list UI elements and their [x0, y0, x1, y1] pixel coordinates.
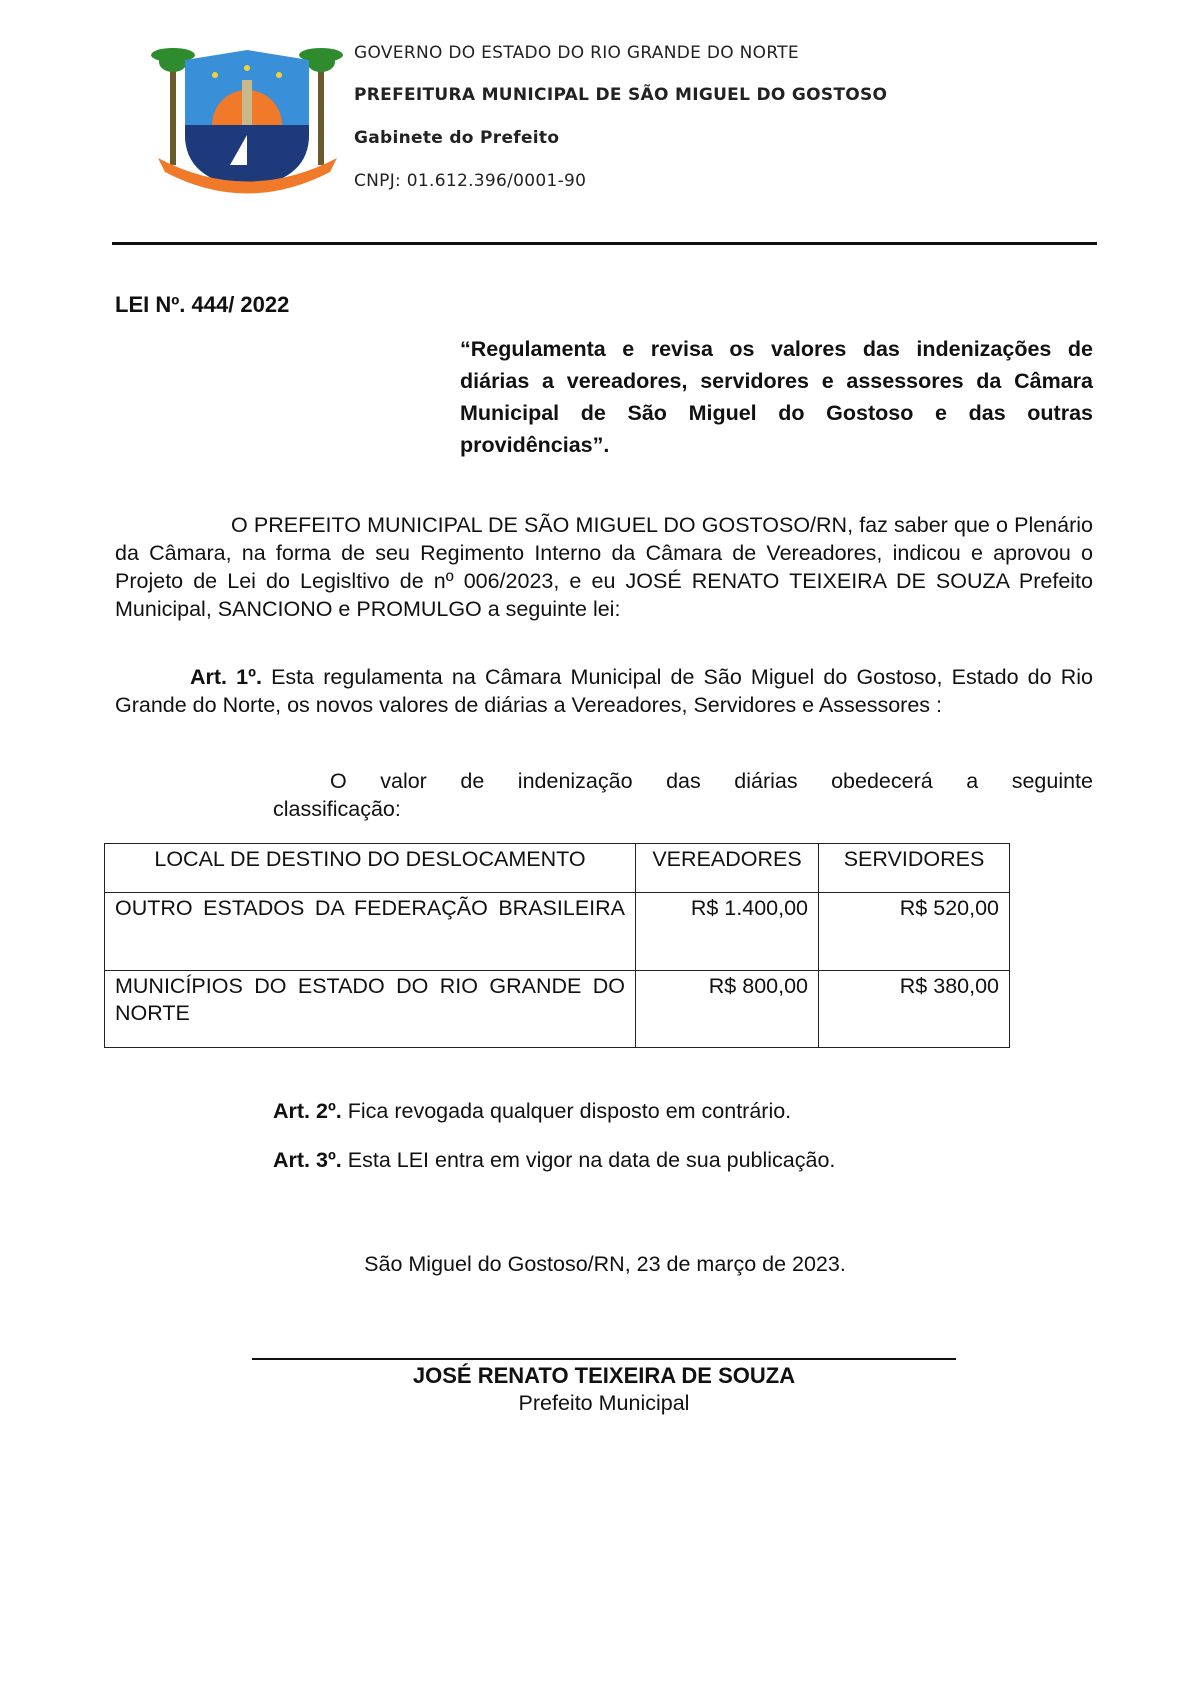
article-3 [273, 1146, 835, 1174]
article-1 [115, 663, 1093, 719]
municipal-coat-of-arms-logo [150, 40, 345, 200]
law-number: LEI Nº. 444/ 2022 [115, 292, 290, 317]
table-header: VEREADORES [636, 844, 819, 893]
table-row [105, 971, 1010, 1048]
article-3-label: Art. 3º. [273, 1148, 342, 1172]
article-3-text: Esta LEI entra em vigor na data de sua publicação. [341, 1148, 836, 1172]
signatory-role: Prefeito Municipal [518, 1391, 690, 1415]
table-cell-destination: MUNICÍPIOS DO ESTADO DO RIO GRANDE DO NORTE [105, 971, 636, 1048]
date-line: São Miguel do Gostoso/RN, 23 de março de 2023. [364, 1252, 846, 1276]
table-cell-vereadores: R$ 800,00 [636, 971, 819, 1048]
table-cell-destination: OUTRO ESTADOS DA FEDERAÇÃO BRASILEIRA [105, 893, 636, 971]
header-prefeitura: PREFEITURA MUNICIPAL DE SÃO MIGUEL DO GOSTOSO [354, 85, 888, 105]
article-2-label: Art. 2º. [273, 1099, 342, 1123]
header-divider [112, 242, 1097, 245]
table-header-row [105, 844, 1010, 893]
table-cell-servidores: R$ 380,00 [819, 971, 1010, 1048]
article-2-text: Fica revogada qualquer disposto em contrário. [341, 1099, 792, 1123]
article-1-label: Art. 1º. [190, 665, 262, 689]
table-cell-vereadores: R$ 1.400,00 [636, 893, 819, 971]
table-row [105, 893, 1010, 971]
header-government: GOVERNO DO ESTADO DO RIO GRANDE DO NORTE [354, 43, 799, 63]
preamble-paragraph: O PREFEITO MUNICIPAL DE SÃO MIGUEL DO GOSTOSO/RN, faz saber que o Plenário da Câmara, na forma de seu Regimento Interno da Câmara de Vereadores, indicou e aprovou o Projeto de Lei do Legisltivo de nº 006/2023, e eu JOSÉ RENATO TEIXEIRA DE SOUZA Prefeito Municipal, SANCIONO e PROMULGO a seguinte lei: [115, 513, 1093, 621]
signature-line [252, 1358, 956, 1360]
per-diem-table [104, 843, 1010, 1048]
article-2 [273, 1097, 791, 1125]
law-summary: “Regulamenta e revisa os valores das indenizações de diárias a vereadores, servidores e assessores da Câmara Municipal de São Miguel do Gostoso e das outras providências”. [460, 337, 1093, 457]
header-cnpj: CNPJ: 01.612.396/0001-90 [354, 171, 587, 191]
table-header: SERVIDORES [819, 844, 1010, 893]
classification-intro: O valor de indenização das diárias obedecerá a seguinte classificação: [273, 769, 1093, 821]
signatory-name: JOSÉ RENATO TEIXEIRA DE SOUZA [412, 1363, 796, 1388]
header-gabinete: Gabinete do Prefeito [354, 128, 560, 148]
table-cell-servidores: R$ 520,00 [819, 893, 1010, 971]
table-header: LOCAL DE DESTINO DO DESLOCAMENTO [105, 844, 636, 893]
article-1-text: Esta regulamenta na Câmara Municipal de São Miguel do Gostoso, Estado do Rio Grande do Norte, os novos valores de diárias a Vereadores, Servidores e Assessores : [115, 665, 1093, 717]
